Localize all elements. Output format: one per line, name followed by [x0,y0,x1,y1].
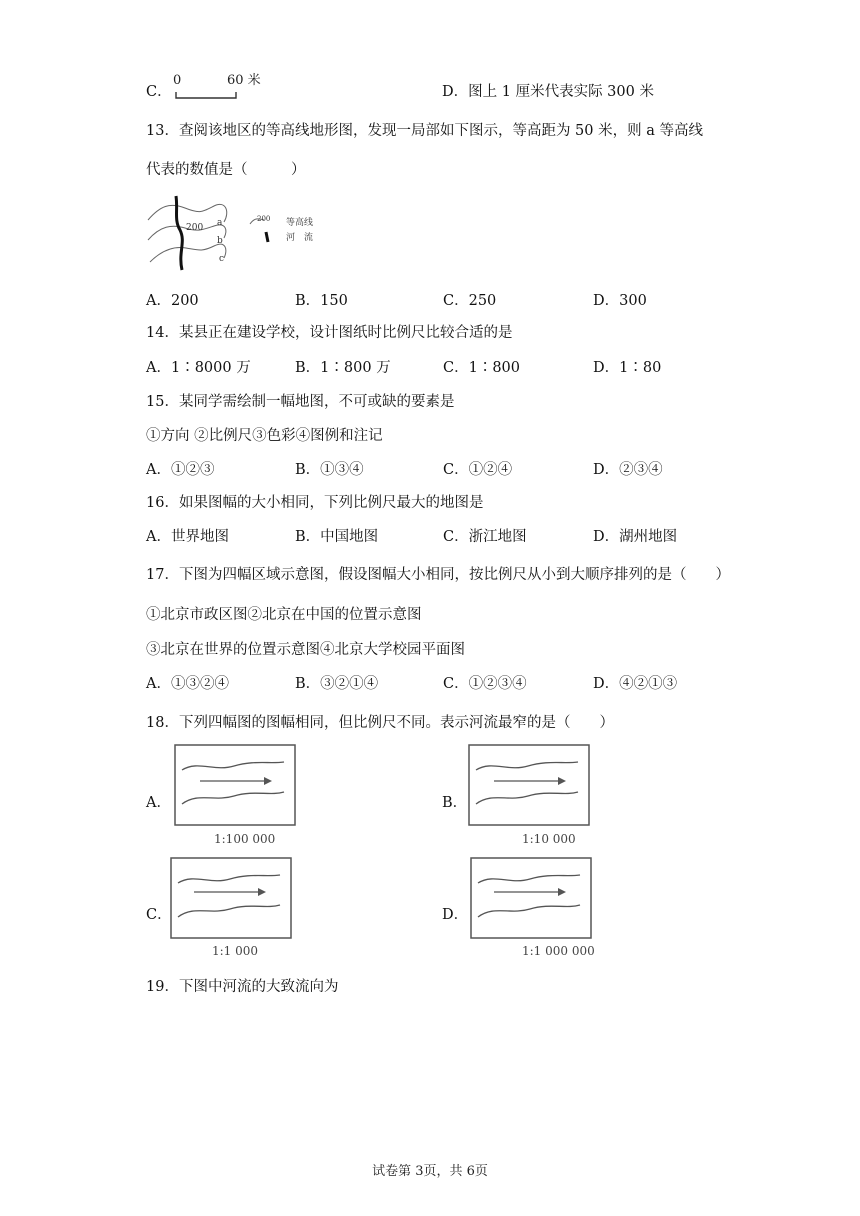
q18-map-b [468,744,592,828]
q14-option-a: A．1∶8000 万 [146,360,251,376]
q18-map-a-scale: 1:100 000 [214,832,276,846]
q13-option-b: B．150 [295,293,348,309]
q14-option-d: D．1∶80 [593,360,662,376]
q18-map-a [174,744,298,828]
q15-option-b: B．①③④ [295,462,364,478]
q16-option-c: C．浙江地图 [443,529,527,545]
legend-river-text: 河 流 [286,233,314,243]
scale-bar-value: 60 米 [227,73,261,88]
q18-map-a-label: A． [146,795,171,811]
q17-items-line2: ③北京在世界的位置示意图④北京大学校园平面图 [146,642,465,658]
q16-option-a: A．世界地图 [146,529,229,545]
scale-bar-zero: 0 [173,73,182,88]
q14-stem: 14．某县正在建设学校，设计图纸时比例尺比较合适的是 [146,325,513,341]
q16-option-b: B．中国地图 [295,529,379,545]
q18-map-b-label: B． [442,795,468,811]
q17-stem: 17．下图为四幅区域示意图，假设图幅大小相同，按比例尺从小到大顺序排列的是（ ） [146,567,730,583]
page-footer: 试卷第 3页，共 6页 [372,1164,488,1179]
q18-stem: 18．下列四幅图的图幅相同，但比例尺不同。表示河流最窄的是（ ） [146,715,614,731]
q13-stem-line1: 13．查阅该地区的等高线地形图，发现一局部如下图示，等高距为 50 米，则 a 等高线 [146,123,703,139]
q12-option-d: D．图上 1 厘米代表实际 300 米 [442,84,654,100]
q14-option-b: B．1∶800 万 [295,360,391,376]
q18-map-c-label: C． [146,907,172,923]
q15-items: ①方向 ②比例尺③色彩④图例和注记 [146,428,383,444]
q18-map-d [470,857,594,941]
q18-map-d-scale: 1:1 000 000 [522,944,595,958]
contour-label-b: b [217,236,223,246]
q18-map-c [170,857,294,941]
q13-stem-line2: 代表的数值是（ ） [146,162,306,178]
legend-contour-text: 等高线 [286,218,314,228]
q18-map-b-scale: 1:10 000 [522,832,576,846]
q16-stem: 16．如果图幅的大小相同，下列比例尺最大的地图是 [146,495,484,511]
q15-option-c: C．①②④ [443,462,513,478]
q13-contour-figure [140,192,340,274]
q16-option-d: D．湖州地图 [593,529,678,545]
q17-items-line1: ①北京市政区图②北京在中国的位置示意图 [146,607,422,623]
contour-line-a [148,204,227,222]
q13-option-c: C．250 [443,293,497,309]
q17-option-a: A．①③②④ [146,676,229,692]
q12-option-c-label: C． [146,84,172,100]
contour-label-a: a [217,218,223,228]
legend-river-symbol [266,232,268,242]
contour-value-label: 200 [186,223,204,233]
q18-map-c-scale: 1:1 000 [212,944,259,958]
q15-option-d: D．②③④ [593,462,663,478]
q13-option-d: D．300 [593,293,647,309]
q15-option-a: A．①②③ [146,462,215,478]
q17-option-d: D．④②①③ [593,676,678,692]
contour-label-c: c [219,254,225,264]
q19-stem: 19．下图中河流的大致流向为 [146,979,339,995]
q18-map-d-label: D． [442,907,469,923]
contour-line-c [150,244,226,262]
q17-option-c: C．①②③④ [443,676,527,692]
q14-option-c: C．1∶800 [443,360,520,376]
q17-option-b: B．③②①④ [295,676,379,692]
q12-option-c-scale-bar [172,70,272,102]
q15-stem: 15．某同学需绘制一幅地图，不可或缺的要素是 [146,394,455,410]
legend-contour-value: 200 [257,215,271,223]
q13-option-a: A．200 [146,293,199,309]
